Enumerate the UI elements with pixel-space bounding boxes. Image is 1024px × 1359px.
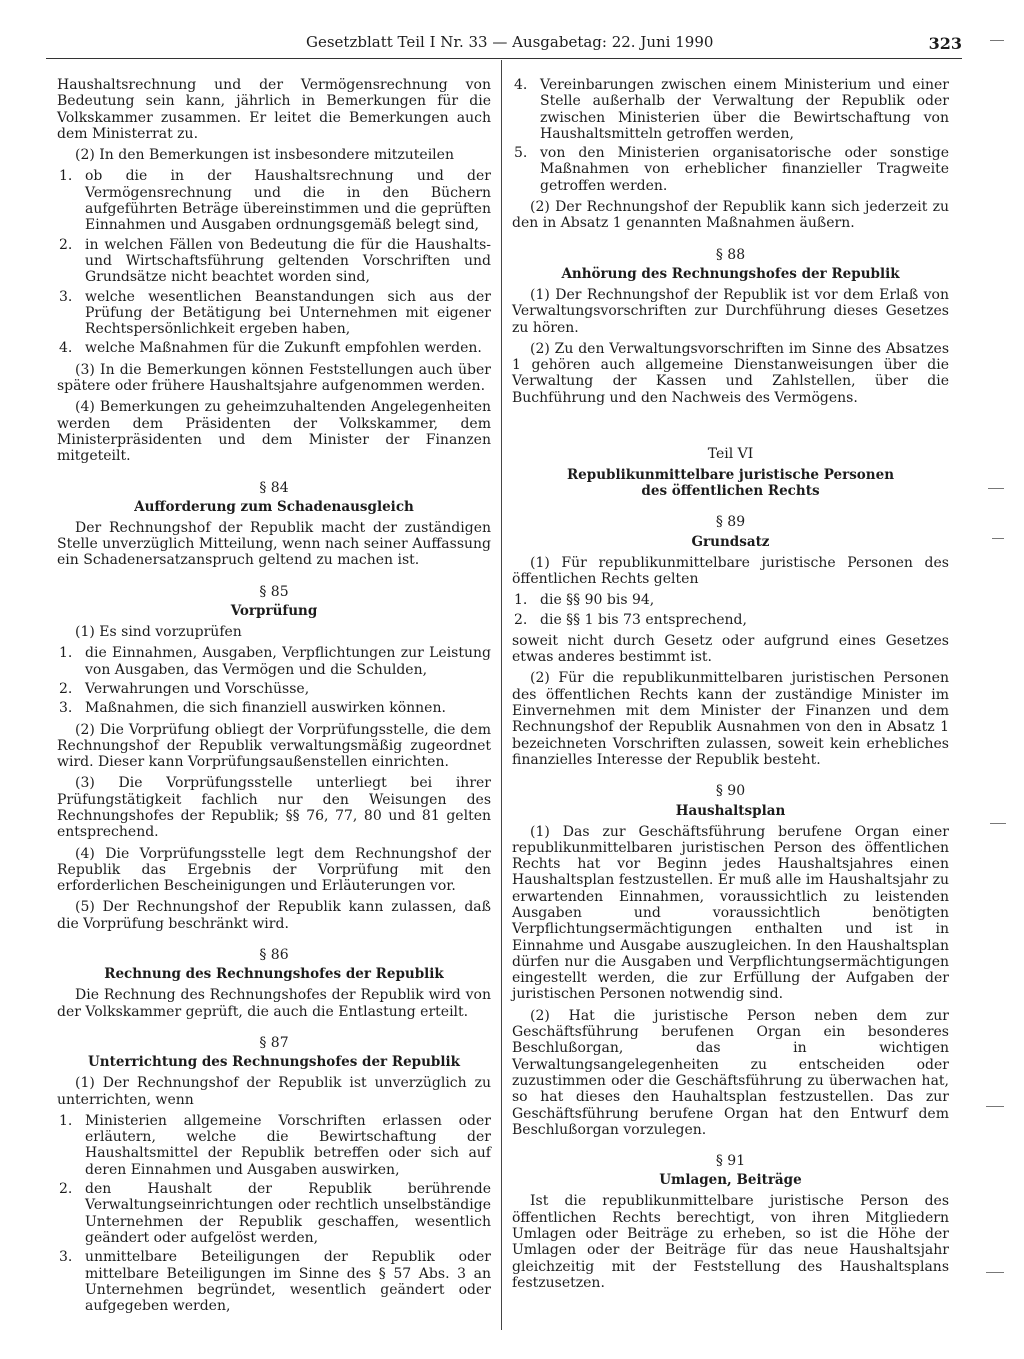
list-number: 1. xyxy=(59,1112,73,1129)
list-item xyxy=(57,289,491,338)
section-title: Vorprüfung xyxy=(230,603,318,620)
paragraph: Der Rechnungshof der Republik macht der zuständigen Stelle unverzüglich Mitteilung, wenn nach seiner Auffassung ein Schadenersatzanspruch geltend zu machen ist. xyxy=(57,519,491,569)
paragraph: (2) In den Bemerkungen ist insbesondere mitzuteilen xyxy=(75,147,454,164)
list-number: 4. xyxy=(514,77,528,93)
part-heading: Teil VI xyxy=(707,446,754,463)
list-item xyxy=(57,237,491,286)
list-text: die Einnahmen, Ausgaben, Verpflichtungen zur Leistung von Ausgaben, das Vermögen und die Schulden, xyxy=(85,645,491,678)
header-rule xyxy=(46,58,962,59)
numbered-list xyxy=(512,77,949,194)
section-number: § 84 xyxy=(259,479,289,496)
list-text: die §§ 1 bis 73 entsprechend, xyxy=(540,611,747,628)
paragraph: (3) Die Vorprüfungsstelle unterliegt bei ihrer Prüfungstätigkeit fachlich nur den Weisungen des Rechnungshofes der Republik; §§ 76, 77, 80 und 81 gelten entsprechend. xyxy=(57,775,491,841)
scan-mark xyxy=(990,40,1004,41)
part-title-line: Republikunmittelbare juristische Personen xyxy=(566,467,895,484)
section-number: § 87 xyxy=(259,1034,289,1051)
left-column xyxy=(57,77,491,1319)
page-header xyxy=(46,33,962,59)
numbered-list xyxy=(57,1113,491,1315)
list-number: 2. xyxy=(59,236,73,253)
list-text: die §§ 90 bis 94, xyxy=(540,592,655,609)
list-item xyxy=(512,612,949,628)
paragraph: (4) Die Vorprüfungsstelle legt dem Rechnungshof der Republik das Ergebnis der Vorprüfung mit den erforderlichen Bescheinigungen und Erläuterungen vor. xyxy=(57,845,491,895)
section-number: § 89 xyxy=(715,514,746,531)
section-number: § 88 xyxy=(715,246,746,263)
list-text: welche Maßnahmen für die Zukunft empfohlen werden. xyxy=(85,340,482,357)
list-text: unmittelbare Beteiligungen der Republik oder mittelbare Beteiligungen im Sinne des § 57 Abs. 3 an Unternehmen begründet, wesentlich geändert oder aufgegeben werden, xyxy=(85,1249,491,1315)
header-title: Gesetzblatt Teil I Nr. 33 — Ausgabetag: 22. Juni 1990 xyxy=(306,33,714,51)
paragraph: (2) Zu den Verwaltungsvorschriften im Sinne des Absatzes 1 gehören auch allgemeine Dienstanweisungen über die Verwaltung der Kassen und Zahlstellen, über die Buchführung und den Nachweis des Vermögens. xyxy=(512,340,949,406)
right-column xyxy=(512,77,949,1296)
list-item xyxy=(57,1113,491,1178)
list-number: 2. xyxy=(514,611,528,628)
intro-paragraph: Haushaltsrechnung und der Vermögensrechnung von Bedeutung sein kann, jährlich in Bemerkungen für die Volkskammer zusammen. Er leitet die Bemerkungen auch dem Ministerrat zu. xyxy=(57,77,491,142)
list-text: in welchen Fällen von Bedeutung die für die Haushalts- und Wirtschaftsführung geltenden Vorschriften und Grundsätze nicht beachtet worden sind, xyxy=(85,236,491,286)
section-title: Haushaltsplan xyxy=(675,802,786,819)
scan-mark xyxy=(986,1106,1004,1107)
list-text: welche wesentlichen Beanstandungen sich aus der Prüfung der Betätigung bei Unternehmen mit eigener Rechtspersönlichkeit ergeben haben, xyxy=(85,288,491,338)
list-item xyxy=(57,340,491,356)
list-text: von den Ministerien organisatorische oder sonstige Maßnahmen von erheblicher finanzieller Tragweite getroffen werden. xyxy=(540,145,949,194)
paragraph: (4) Bemerkungen zu geheimzuhaltenden Angelegenheiten werden dem Präsidenten der Volkskammer, dem Ministerpräsidenten und dem Minister der Finanzen mitgeteilt. xyxy=(57,399,491,465)
page-number: 323 xyxy=(928,34,962,53)
paragraph: (2) Der Rechnungshof der Republik kann sich jederzeit zu den in Absatz 1 genannten Maßnahmen äußern. xyxy=(512,199,949,232)
paragraph: (1) Der Rechnungshof der Republik ist unverzüglich zu unterrichten, wenn xyxy=(57,1075,491,1108)
list-item xyxy=(512,145,949,194)
section-title: Unterrichtung des Rechnungshofes der Republik xyxy=(88,1054,460,1071)
list-item xyxy=(57,1249,491,1314)
section-title: Umlagen, Beiträge xyxy=(659,1172,802,1189)
paragraph: (3) In die Bemerkungen können Feststellungen auch über spätere oder frühere Haushaltsjahre aufgenommen werden. xyxy=(57,361,491,395)
list-text: Maßnahmen, die sich finanziell auswirken können. xyxy=(85,700,446,717)
list-item xyxy=(57,681,491,697)
paragraph: (2) Hat die juristische Person neben dem zur Geschäftsführung berufenen Organ ein besonderes Beschlußorgan, das in wichtigen Verwaltungsangelegenheiten zu entscheiden oder zuzustimmen oder die Geschäftsführung zu überwachen hat, so hat dieses den Hauhaltsplan festzustellen. Das zur Geschäftsführung berufene Organ hat den Entwurf dem Beschlußorgan vorzulegen. xyxy=(512,1007,949,1138)
list-number: 4. xyxy=(59,340,73,357)
numbered-list xyxy=(57,168,491,356)
list-number: 3. xyxy=(59,1249,73,1266)
list-number: 3. xyxy=(59,700,73,717)
list-number: 1. xyxy=(59,645,73,662)
section-title: Rechnung des Rechnungshofes der Republik xyxy=(104,966,444,983)
list-text: ob die in der Haushaltsrechnung und der Vermögensrechnung und die in den Büchern aufgeführten Beträge übereinstimmen und die geprüften Einnahmen und Ausgaben ordnungsgemäß belegt sind, xyxy=(85,168,491,234)
paragraph: (1) Für republikunmittelbare juristische Personen des öffentlichen Rechts gelten xyxy=(512,554,949,587)
section-number: § 90 xyxy=(715,783,746,800)
list-number: 1. xyxy=(59,168,73,185)
scan-mark xyxy=(988,488,1004,489)
paragraph: Die Rechnung des Rechnungshofes der Republik wird von der Volkskammer geprüft, die auch die Entlastung erteilt. xyxy=(57,987,491,1020)
section-title: Grundsatz xyxy=(691,533,770,550)
paragraph: (1) Der Rechnungshof der Republik ist vor dem Erlaß von Verwaltungsvorschriften zur Durchführung dieses Gesetzes zu hören. xyxy=(512,286,949,336)
list-item xyxy=(57,700,491,716)
list-number: 2. xyxy=(59,1181,73,1198)
list-item xyxy=(57,1181,491,1246)
list-item xyxy=(57,168,491,233)
list-text: den Haushalt der Republik berührende Verwaltungseinrichtungen oder rechtlich unselbständige Unternehmen der Republik geschaffen, wesentlich geändert oder aufgelöst werden, xyxy=(85,1181,491,1246)
list-text: Verwahrungen und Vorschüsse, xyxy=(85,680,310,697)
section-title: Anhörung des Rechnungshofes der Republik xyxy=(561,265,900,282)
paragraph: Ist die republikunmittelbare juristische Person des öffentlichen Rechts berechtigt, von ihren Mitgliedern Umlagen oder Beiträge zu erheben, so ist die Höhe der Umlagen oder der Beiträge für das neue Haushaltsjahr gleichzeitig mit der Feststellung des Haushaltsplans festzusetzen. xyxy=(512,1193,949,1291)
paragraph: (2) Die Vorprüfung obliegt der Vorprüfungsstelle, die dem Rechnungshof der Republik verwaltungsmäßig zugeordnet wird. Dieser kann Vorprüfungsaußenstellen einrichten. xyxy=(57,721,491,771)
paragraph: (2) Für die republikunmittelbaren juristischen Personen des öffentlichen Rechts kann der zuständige Minister im Einvernehmen mit dem Minister der Finanzen und dem Rechnungshof der Republik Ausnahmen von den in Absatz 1 bezeichneten Vorschriften zulassen, soweit kein erhebliches finanzielles Interesse der Republik besteht. xyxy=(512,670,949,768)
list-number: 2. xyxy=(59,680,73,697)
numbered-list xyxy=(512,592,949,628)
scan-mark xyxy=(992,538,1004,539)
list-item xyxy=(512,77,949,142)
section-number: § 91 xyxy=(715,1153,746,1170)
numbered-list xyxy=(57,645,491,716)
list-item xyxy=(512,592,949,608)
paragraph: (5) Der Rechnungshof der Republik kann zulassen, daß die Vorprüfung beschränkt wird. xyxy=(57,899,491,932)
paragraph: soweit nicht durch Gesetz oder aufgrund eines Gesetzes etwas anderes bestimmt ist. xyxy=(512,632,949,666)
part-title-line: des öffentlichen Rechts xyxy=(641,483,820,500)
paragraph: (1) Das zur Geschäftsführung berufene Organ einer republikunmittelbaren juristischen Person des öffentlichen Rechts hat vor Beginn jedes Haushaltsjahres einen Haushaltsplan festzustellen. Er muß alle im Haushaltsjahr zu erwartenden Einnahmen, voraussichtlich zu leistenden Ausgaben und voraussichtlich benötigten Verpflichtungsermächtigungen enthalten und ist in Einnahme und Ausgabe auszugleichen. In den Haushaltsplan dürfen nur die Ausgaben und Verpflichtungsermächtigungen eingestellt werden, die zur Erfüllung der Aufgaben der juristischen Personen notwendig sind. xyxy=(512,823,949,1003)
part-title xyxy=(512,467,949,499)
list-number: 3. xyxy=(59,288,73,305)
paragraph: (1) Es sind vorzuprüfen xyxy=(75,624,242,641)
list-number: 5. xyxy=(514,145,528,162)
column-divider xyxy=(501,60,502,1330)
section-number: § 86 xyxy=(259,947,289,964)
scan-mark xyxy=(986,1272,1004,1273)
section-title: Aufforderung zum Schadenausgleich xyxy=(134,498,414,515)
list-number: 1. xyxy=(514,592,528,609)
scan-mark xyxy=(990,823,1006,824)
list-item xyxy=(57,645,491,678)
list-text: Vereinbarungen zwischen einem Ministerium und einer Stelle außerhalb der Verwaltung der Republik oder zwischen Ministerien über die Bewirtschaftung von Haushaltsmitteln getroffen werden, xyxy=(540,77,949,142)
list-text: Ministerien allgemeine Vorschriften erlassen oder erläutern, welche die Bewirtschaftung der Haushaltsmittel der Republik betreffen oder sich auf deren Einnahmen und Ausgaben auswirken, xyxy=(85,1112,491,1178)
section-number: § 85 xyxy=(259,583,289,600)
